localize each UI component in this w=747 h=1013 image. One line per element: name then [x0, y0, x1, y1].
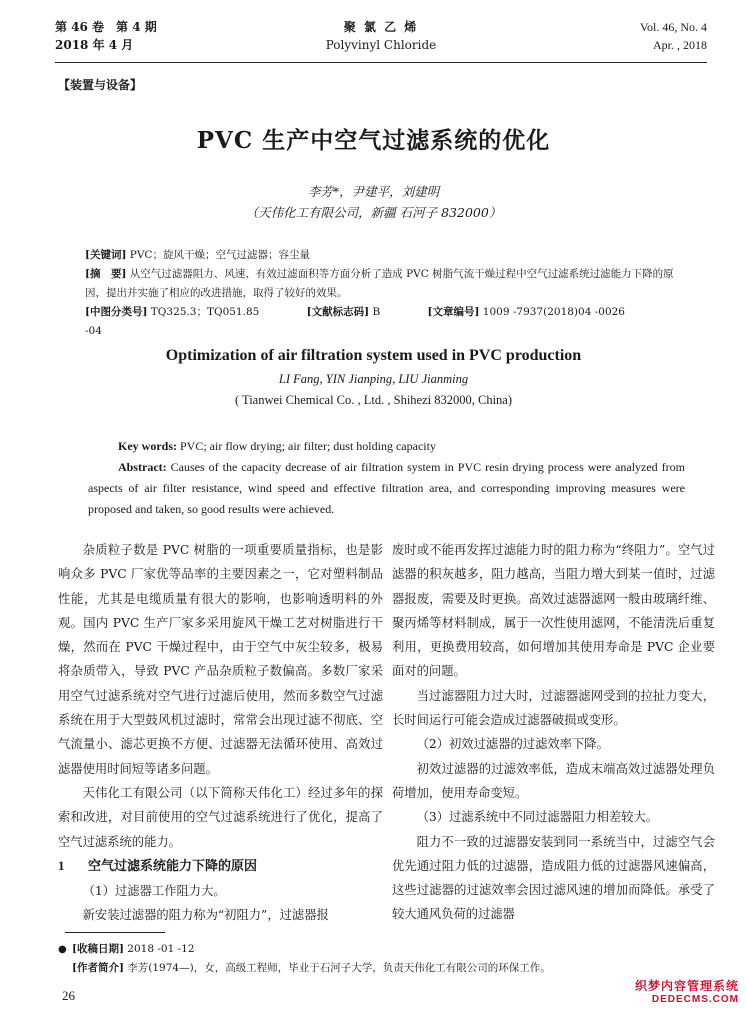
- article-number-value: 1009 -7937(2018)04 -0026 -04: [85, 306, 625, 337]
- footnote: [58, 940, 551, 978]
- clc-value: TQ325.3；TQ051.85: [150, 306, 260, 318]
- paragraph: 杂质粒子数是 PVC 树脂的一项重要质量指标，也是影响众多 PVC 厂家优等品率的主要因素之一，它对塑料制品性能，尤其是电缆质量有很大的影响，也影响透明料的外观。国内 PVC 生产厂家多采用旋风干燥工艺对树脂进行干燥，然而在 PVC 干燥过程中，由于空气中灰尘较多，极易将杂质带入，导致 PVC 产品杂质粒子数偏高。多数厂家采用空气过滤系统对空气进行过滤后使用，然而多数空气过滤系统在用于大型鼓风机过滤时，常常会出现过滤不彻底、空气流量小、滤芯更换不方便、过滤器无法循环使用、高效过滤器使用时间短等诸多问题。: [58, 543, 383, 776]
- cn-meta-block: [85, 246, 687, 341]
- author-bio-text: 李芳(1974—)，女，高级工程师，毕业于石河子大学，负责天伟化工有限公司的环保工作。: [127, 962, 551, 974]
- keywords-en: [88, 436, 685, 457]
- paragraph: 天伟化工有限公司（以下简称天伟化工）经过多年的探索和改进，对目前使用的空气过滤系统进行了优化，提高了空气过滤系统的能力。: [58, 785, 383, 849]
- subheading: （1）过滤器工作阻力大。: [82, 884, 226, 899]
- author-bio: [72, 959, 551, 978]
- abstract-cn: [85, 265, 687, 303]
- header-center: [55, 18, 707, 54]
- keywords-cn: [85, 246, 687, 265]
- watermark-logo: [611, 977, 739, 1007]
- doc-value: B: [372, 306, 381, 318]
- section-tag: 【装置与设备】: [58, 78, 143, 92]
- header-divider: [55, 62, 707, 63]
- abstract-en: [88, 457, 685, 520]
- keywords-en-text: PVC; air flow drying; air filter; dust holding capacity: [177, 439, 436, 453]
- clc-code: [85, 306, 281, 318]
- paragraph: 阻力不一致的过滤器安装到同一系统当中，过滤空气会优先通过阻力低的过滤器，造成阻力低的过滤器风速偏高，这些过滤器的过滤效率会因过滤风速的增加而降低。承受了较大通风负荷的过滤器: [392, 834, 715, 922]
- abstract-cn-text: 从空气过滤器阻力、风速、有效过滤面积等方面分析了造成 PVC 树脂气流干燥过程中空气过滤系统过滤能力下降的原因，提出并实施了相应的改进措施，取得了较好的效果。: [85, 268, 674, 299]
- abstract-en-label: Abstract:: [118, 460, 167, 474]
- article-title-en: Optimization of air filtration system used in PVC production: [165, 347, 582, 364]
- section-title: 空气过滤系统能力下降的原因: [88, 858, 258, 874]
- watermark-cn: 织梦内容管理系统: [634, 979, 739, 993]
- keywords-en-label: Key words:: [118, 439, 177, 453]
- author-bio-label: [作者简介]: [72, 962, 124, 974]
- paragraph: 当过滤器阻力过大时，过滤器滤网受到的拉扯力变大，长时间运行可能会造成过滤器破损或变形。: [392, 688, 715, 728]
- paragraph: 初效过滤器的过滤效率低，造成末端高效过滤器处理负荷增加，使用寿命变短。: [392, 761, 715, 800]
- journal-name-en: Polyvinyl Chloride: [325, 38, 437, 52]
- running-header: [55, 8, 707, 58]
- volume-issue-en: Vol. 46, No. 4: [639, 20, 707, 34]
- subheading: （3）过滤系统中不同过滤器阻力相差较大。: [416, 810, 659, 825]
- section-number: 1: [58, 857, 65, 873]
- volume-issue-cn: 第 46 卷 第 4 期: [55, 20, 157, 34]
- body-column-right: [392, 538, 715, 927]
- paragraph: 废时或不能再发挥过滤能力时的阻力称为“终阻力”。空气过滤器的积灰越多，阻力越高，当阻力增大到某一值时，过滤器报废，需要及时更换。高效过滤器滤网一般由玻璃纤维、聚丙烯等材料制成，属于一次性使用滤网，不能清洗后重复利用，更换费用较高，如何增加其使用寿命是 PVC 企业要面对的问题。: [392, 543, 715, 679]
- keywords-cn-label: [关键词]: [85, 249, 127, 261]
- received-label: [收稿日期]: [72, 943, 124, 955]
- page-number: 26: [62, 988, 75, 1003]
- article-number-label: [文章编号]: [427, 306, 480, 318]
- doc-label: [文献标志码]: [306, 306, 370, 318]
- paragraph: 新安装过滤器的阻力称为“初阻力”，过滤器报: [82, 908, 329, 923]
- authors-en: LI Fang, YIN Jianping, LIU Jianming: [278, 372, 469, 386]
- body-column-left: [58, 538, 383, 928]
- footnote-divider: [65, 932, 165, 933]
- date-cn: 2018 年 4 月: [55, 38, 134, 52]
- abstract-cn-label: [摘 要]: [85, 268, 127, 280]
- authors-cn: 李芳*，尹建平，刘建明: [307, 184, 440, 199]
- header-right: [640, 18, 707, 54]
- en-meta-block: [88, 436, 685, 520]
- classification-row: [85, 303, 687, 341]
- received-value: 2018 -01 -12: [127, 943, 195, 955]
- affiliation-cn: （天伟化工有限公司，新疆 石河子 832000）: [245, 205, 502, 220]
- subheading: （2）初效过滤器的过滤效率下降。: [416, 737, 609, 752]
- journal-name-cn: 聚 氯 乙 烯: [343, 20, 419, 34]
- keywords-cn-text: PVC；旋风干燥；空气过滤器；容尘量: [129, 249, 310, 261]
- received-date: [72, 940, 551, 959]
- clc-label: [中图分类号]: [85, 306, 148, 318]
- section-heading: [58, 854, 383, 879]
- footnote-bullet-icon: ●: [58, 944, 67, 955]
- affiliation-en: ( Tianwei Chemical Co. , Ltd. , Shihezi 832000, China): [234, 393, 513, 407]
- watermark-en: DEDECMS.COM: [651, 994, 739, 1005]
- abstract-en-text: Causes of the capacity decrease of air filtration system in PVC resin drying process were analyzed from aspects of air filter resistance, wind speed and effective filtration area, and corresponding improving measures were proposed and taken, so good results were achieved.: [88, 460, 685, 516]
- doc-code: [307, 306, 403, 318]
- article-title-cn: PVC 生产中空气过滤系统的优化: [196, 127, 551, 154]
- date-en: Apr. , 2018: [653, 38, 707, 52]
